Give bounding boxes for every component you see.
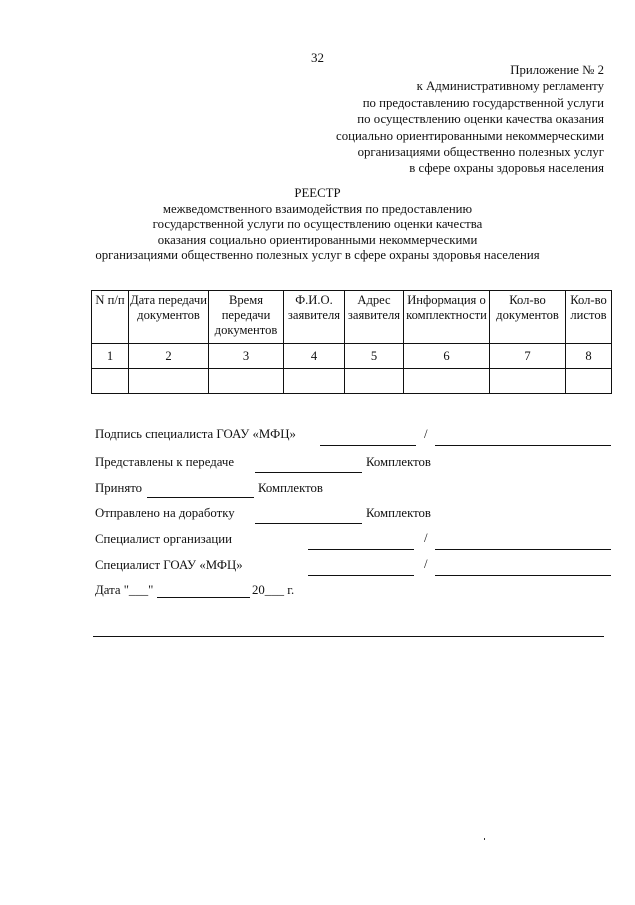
slash-separator: / <box>424 427 428 441</box>
empty-cell[interactable] <box>129 369 209 394</box>
appendix-line: социально ориентированными некоммерческими <box>336 128 604 143</box>
appendix-line: Приложение № 2 <box>510 63 604 77</box>
empty-cell[interactable] <box>566 369 612 394</box>
registry-title-line: оказания социально ориентированными некоммерческими <box>157 232 478 247</box>
org-specialist-name-field[interactable] <box>435 549 611 550</box>
column-number-cell: 3 <box>209 344 284 369</box>
column-number-cell: 5 <box>345 344 404 369</box>
returned-label: Отправлено на доработку <box>95 506 235 520</box>
header-cell-completeness-info: Информация о комплектности <box>404 291 490 344</box>
returned-sets-word: Комплектов <box>366 506 431 520</box>
returned-sets-field[interactable] <box>255 523 362 524</box>
submitted-sets-field[interactable] <box>255 472 362 473</box>
accepted-sets-word: Комплектов <box>258 481 323 495</box>
empty-cell[interactable] <box>345 369 404 394</box>
column-number-cell: 1 <box>92 344 129 369</box>
header-cell-transfer-date: Дата передачи документов <box>129 291 209 344</box>
column-number-cell: 4 <box>284 344 345 369</box>
mfc-specialist-name-field[interactable] <box>435 575 611 576</box>
registry-table <box>91 290 612 394</box>
header-cell-number: N п/п <box>92 291 129 344</box>
appendix-note <box>336 62 604 177</box>
accepted-label: Принято <box>95 481 143 495</box>
header-cell-sheets-count: Кол-во листов <box>566 291 612 344</box>
column-number-cell: 8 <box>566 344 612 369</box>
empty-cell[interactable] <box>490 369 566 394</box>
submitted-label: Представлены к передаче <box>95 455 235 469</box>
registry-title-line: межведомственного взаимодействия по предоставлению <box>162 201 473 216</box>
table-empty-row <box>92 369 612 394</box>
appendix-line: к Административному регламенту <box>416 79 604 94</box>
date-year: 20___ г. <box>252 583 295 597</box>
scan-mark <box>484 838 485 840</box>
column-number-cell: 7 <box>490 344 566 369</box>
org-specialist-label: Специалист организации <box>95 532 232 546</box>
registry-title-line: государственной услуги по осуществлению оценки качества <box>152 217 483 231</box>
registry-title <box>0 186 635 264</box>
empty-cell[interactable] <box>404 369 490 394</box>
signature-field[interactable] <box>320 445 416 446</box>
table-header-row <box>92 291 612 344</box>
slash-separator: / <box>424 531 428 545</box>
date-month-field[interactable] <box>157 597 250 598</box>
column-number-cell: 6 <box>404 344 490 369</box>
header-cell-applicant-address: Адрес заявителя <box>345 291 404 344</box>
mfc-specialist-signature-field[interactable] <box>308 575 414 576</box>
accepted-sets-field[interactable] <box>147 497 254 498</box>
submitted-sets-word: Комплектов <box>366 455 431 469</box>
mfc-specialist-label: Специалист ГОАУ «МФЦ» <box>95 558 243 572</box>
appendix-line: в сфере охраны здоровья населения <box>409 161 604 176</box>
registry-heading: РЕЕСТР <box>294 186 341 200</box>
registry-title-line: организациями общественно полезных услуг в сфере охраны здоровья населения <box>95 248 540 262</box>
appendix-line: по предоставлению государственной услуги <box>362 95 604 110</box>
signature-name-field[interactable] <box>435 445 611 446</box>
header-cell-transfer-time: Время передачи документов <box>209 291 284 344</box>
column-number-cell: 2 <box>129 344 209 369</box>
empty-cell[interactable] <box>284 369 345 394</box>
appendix-line: по осуществлению оценки качества оказания <box>357 112 604 127</box>
date-prefix: Дата "___" <box>95 583 154 597</box>
slash-separator: / <box>424 557 428 571</box>
table-numbering-row <box>92 344 612 369</box>
empty-cell[interactable] <box>209 369 284 394</box>
bottom-divider <box>93 636 604 637</box>
header-cell-applicant-name: Ф.И.О. заявителя <box>284 291 345 344</box>
empty-cell[interactable] <box>92 369 129 394</box>
signature-label: Подпись специалиста ГОАУ «МФЦ» <box>95 427 296 441</box>
page-number: 32 <box>311 50 324 65</box>
appendix-line: организациями общественно полезных услуг <box>357 145 604 160</box>
header-cell-documents-count: Кол-во документов <box>490 291 566 344</box>
org-specialist-signature-field[interactable] <box>308 549 414 550</box>
